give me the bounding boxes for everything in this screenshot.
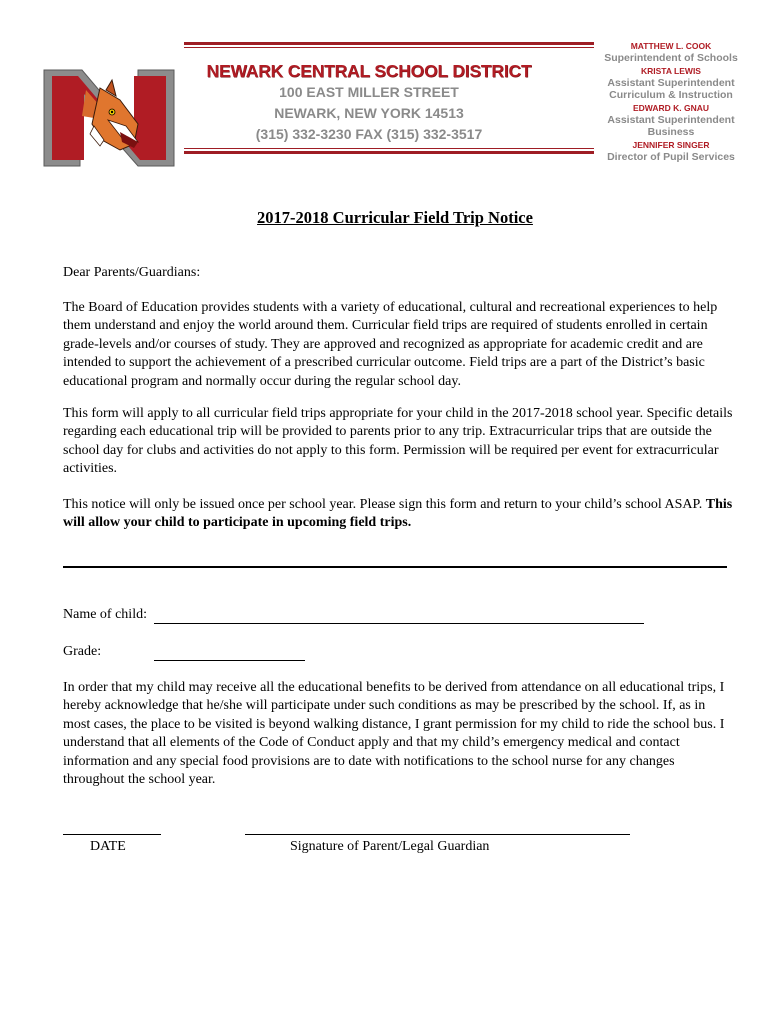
staff-name: MATTHEW L. COOK [630,41,712,51]
signature-label: Signature of Parent/Legal Guardian [290,839,490,854]
signature-field[interactable] [245,834,630,835]
address-line1: 100 EAST MILLER STREET [279,84,459,100]
paragraph-form-applies: This form will apply to all curricular field trips appropriate for your child in the 2017-2018 school year. Specific details regarding each educational trip will be provided to parents prior to any trip. Extracurricular trips that are outside the school day for clubs and activities do not apply to this form. Permission will be required per event for extracurricular activities. [63,406,733,477]
child-name-field[interactable] [154,623,644,624]
child-name-label: Name of child: [63,607,147,622]
notice-bold-text: This will allow your child to participate in upcoming field trips. [63,497,733,531]
staff-title: Assistant Superintendent Curriculum & Instruction [607,76,735,101]
staff-title: Assistant Superintendent Business [607,113,735,138]
header-rule-bottom-thin [184,148,594,149]
date-field[interactable] [63,834,161,835]
consent-paragraph: In order that my child may receive all the educational benefits to be derived from attendance on all educational trips, I hereby acknowledge that he/she will participate under such conditions as may be prescribed by the school. If, as in most cases, the place to be visited is beyond walking distance, I grant permission for my child to ride the school bus. I understand that all elements of the Code of Conduct apply and that my child’s emergency medical and contact information and any special food provisions are to date with notifications to the school nurse for any changes throughout the school year. [63,680,725,788]
staff-title: Director of Pupil Services [607,150,735,163]
paragraph-board-of-education: The Board of Education provides students with a variety of educational, cultural and recreational experiences to help them understand and enjoy the world around them. Curricular field trips are required of students enrolled in certain grade-levels and/or courses of study. They are approved and recognized as appropriate for academic credit and are intended to support the achievement of a prescribed curricular outcome. Field trips are a part of the District’s basic educational program and normally occur during the regular school day. [63,300,718,389]
phone-fax: (315) 332-3230 FAX (315) 332-3517 [255,126,483,142]
staff-name: JENNIFER SINGER [632,139,710,150]
district-header [184,60,554,145]
district-name: NEWARK CENTRAL SCHOOL DISTRICT [206,61,532,81]
district-logo [42,66,176,170]
staff-name: EDWARD K. GNAU [632,102,710,113]
document-title: 2017-2018 Curricular Field Trip Notice [257,208,533,227]
grade-field[interactable] [154,660,305,661]
header-rule-top-thick [184,42,594,45]
staff-directory [597,40,745,163]
date-label: DATE [90,839,126,854]
grade-label: Grade: [63,644,102,659]
staff-name: KRISTA LEWIS [641,65,701,76]
section-divider [63,566,727,568]
header-rule-top-thin [184,47,594,48]
salutation: Dear Parents/Guardians: [63,265,201,280]
notice-text: This notice will only be issued once per school year. Please sign this form and return to your child’s school ASAP. [63,497,706,512]
staff-title: Superintendent of Schools [604,52,738,64]
paragraph-notice [63,496,733,533]
address-line2: NEWARK, NEW YORK 14513 [274,105,464,121]
header-rule-bottom-thick [184,151,594,154]
